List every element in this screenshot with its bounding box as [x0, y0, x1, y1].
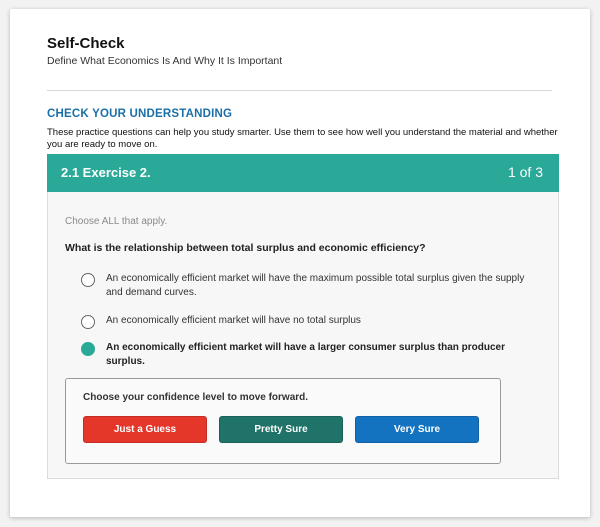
pretty-sure-button[interactable]: Pretty Sure [219, 416, 343, 443]
exercise-panel [47, 154, 559, 479]
section-heading: CHECK YOUR UNDERSTANDING [47, 108, 233, 120]
radio-button[interactable] [81, 315, 95, 329]
divider [47, 90, 552, 91]
exercise-header [47, 154, 559, 192]
answer-option-1[interactable] [81, 272, 541, 300]
answer-option-label: An economically efficient market will have the maximum possible total surplus given the supply and demand curves. [106, 273, 525, 298]
question-instruction: Choose ALL that apply. [65, 216, 168, 227]
exercise-counter: 1 of 3 [507, 164, 543, 180]
radio-button-selected[interactable] [81, 342, 95, 356]
confidence-panel [65, 378, 501, 464]
confidence-label: Choose your confidence level to move forward. [83, 392, 309, 403]
very-sure-button[interactable]: Very Sure [355, 416, 479, 443]
section-intro: These practice questions can help you study smarter. Use them to see how well you understand the material and whether you are ready to move on. [47, 127, 558, 150]
just-a-guess-button[interactable]: Just a Guess [83, 416, 207, 443]
answer-option-3[interactable] [81, 341, 541, 369]
answer-option-label: An economically efficient market will have no total surplus [106, 315, 361, 326]
page-title: Self-Check [47, 35, 125, 52]
question-text: What is the relationship between total surplus and economic efficiency? [65, 242, 426, 254]
radio-button[interactable] [81, 273, 95, 287]
self-check-card [10, 9, 590, 517]
answer-option-label: An economically efficient market will have a larger consumer surplus than producer surplus. [106, 342, 506, 367]
exercise-title: 2.1 Exercise 2. [61, 165, 151, 180]
answer-option-2[interactable] [81, 314, 541, 329]
page-subtitle: Define What Economics Is And Why It Is Important [47, 55, 283, 67]
